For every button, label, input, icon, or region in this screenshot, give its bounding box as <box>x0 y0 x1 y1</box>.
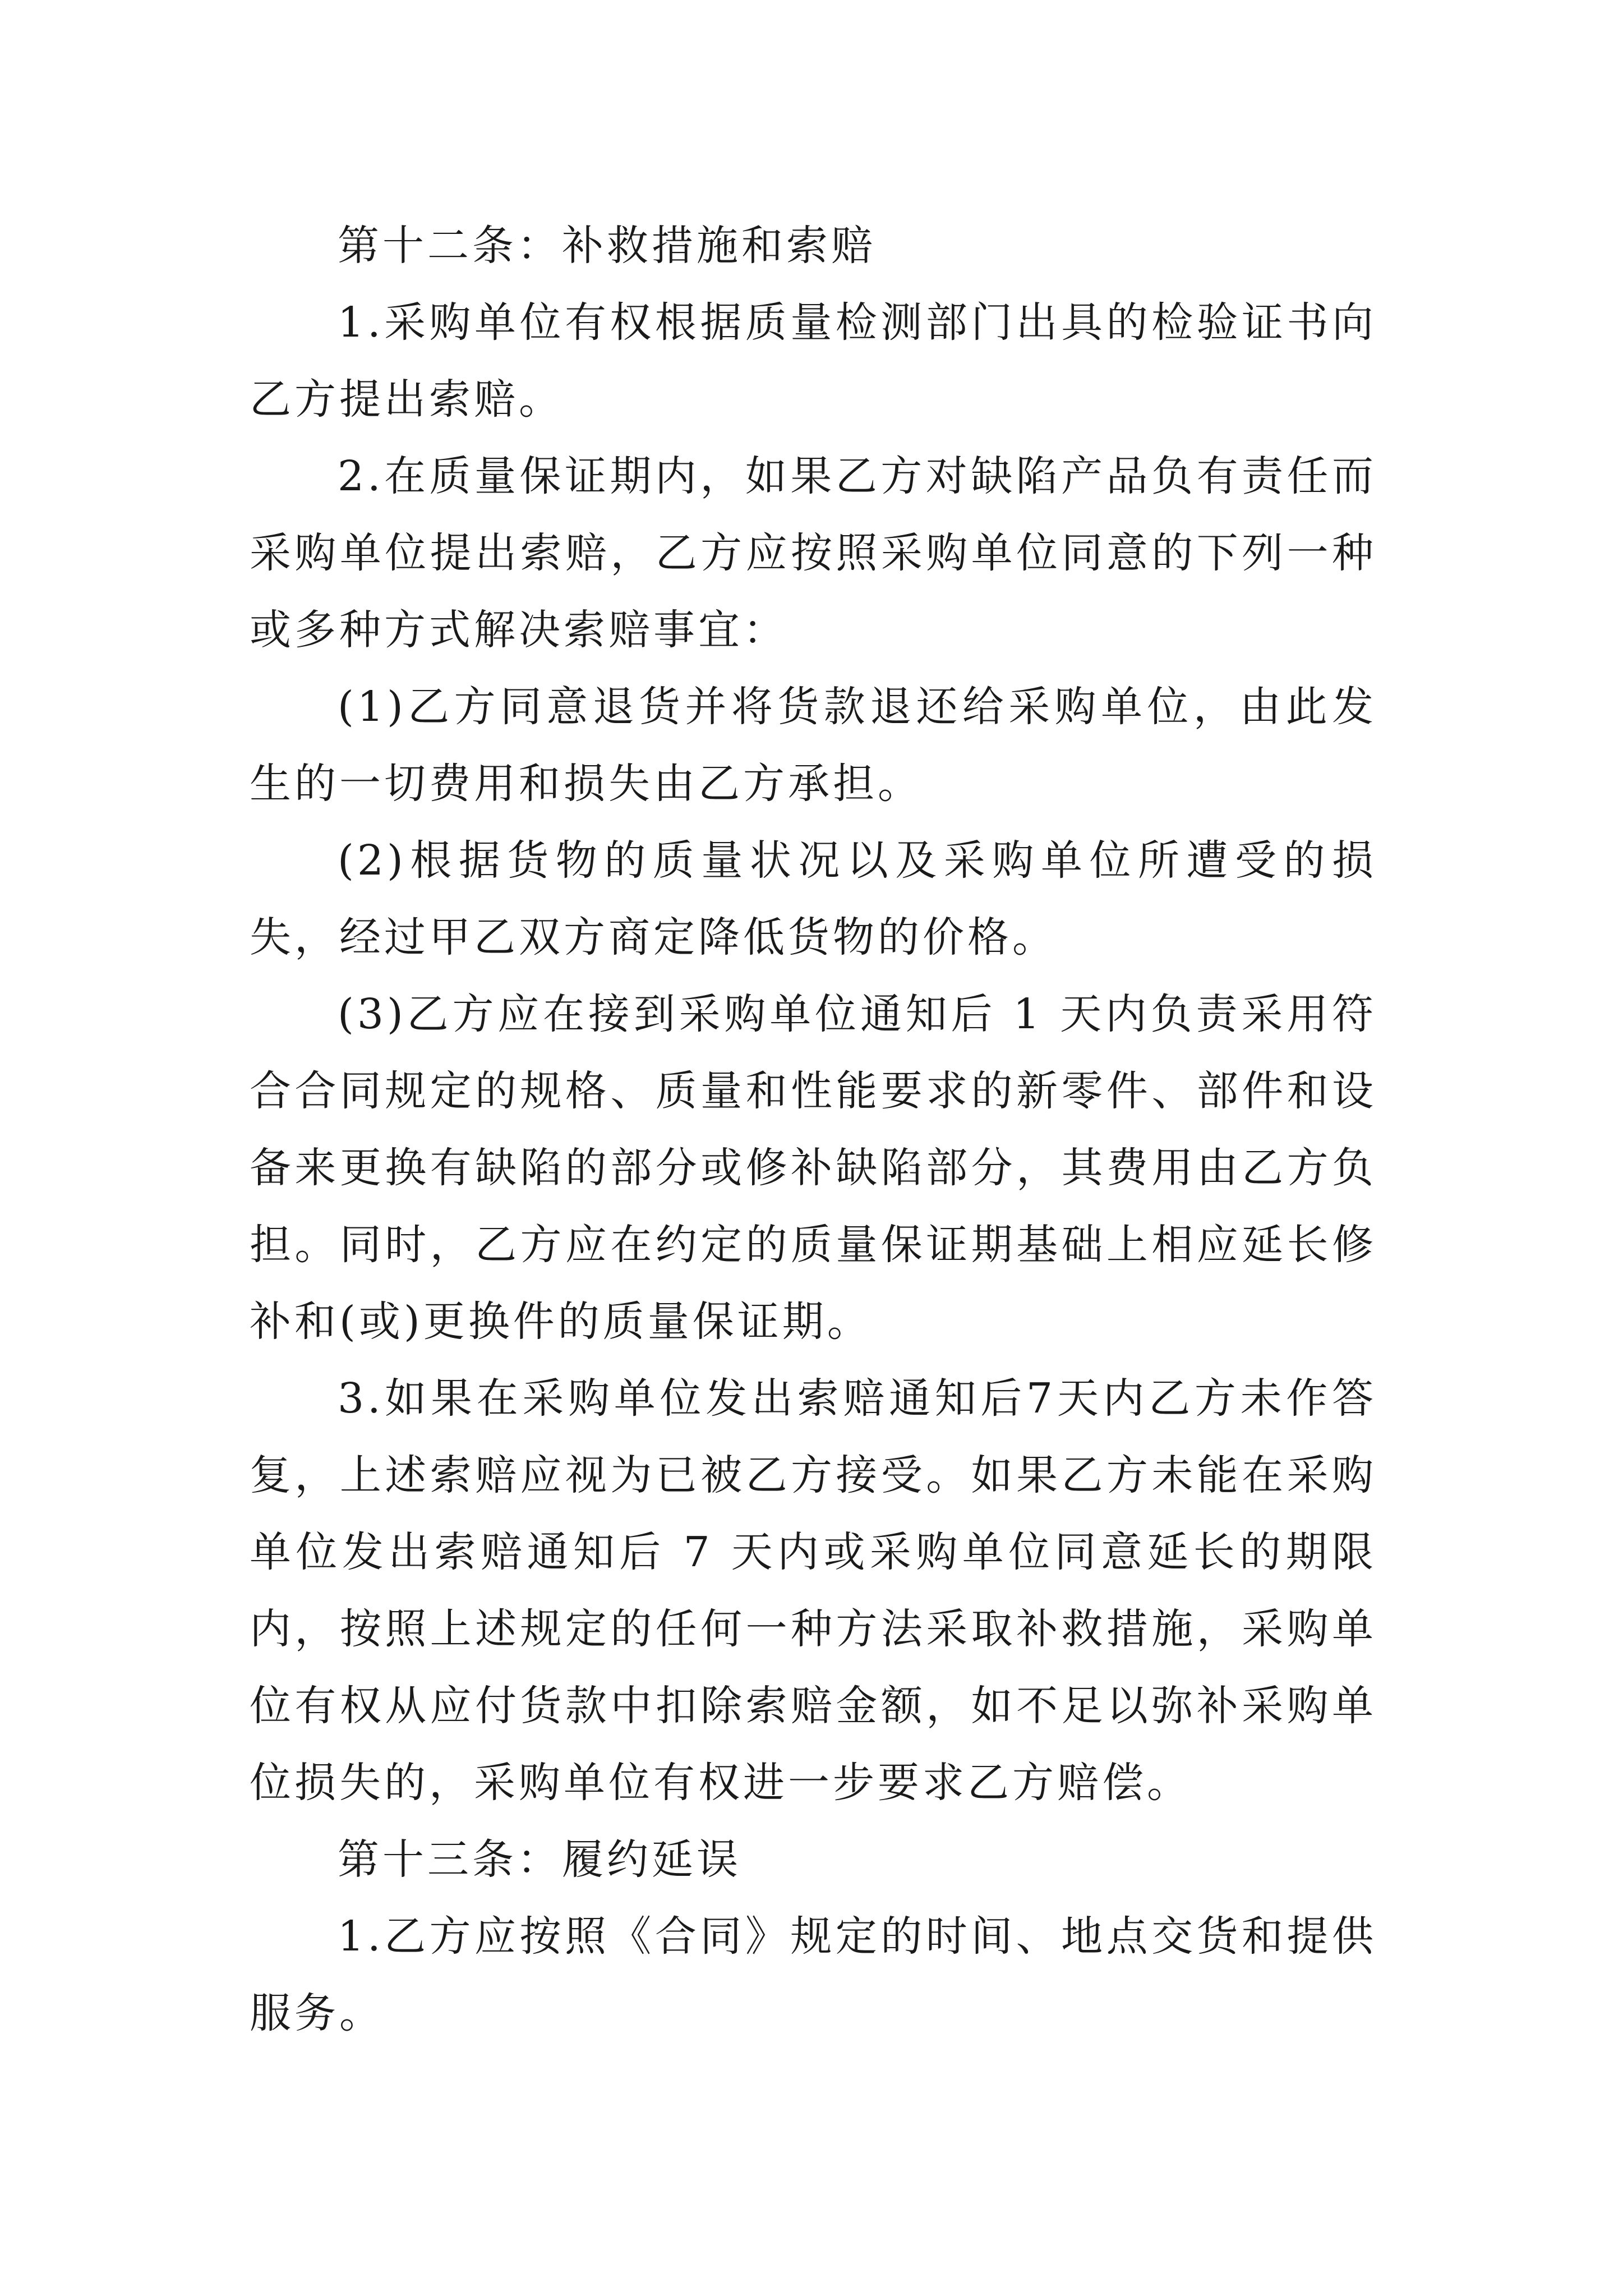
clause-13-1: 1.乙方应按照《合同》规定的时间、地点交货和提供服务。 <box>250 1912 1377 2037</box>
clause-12-2-option-3: (3)乙方应在接到采购单位通知后 1 天内负责采用符合合同规定的规格、质量和性能要求的新零件、部件和设备来更换有缺陷的部分或修补缺陷部分，其费用由乙方负担。同时，乙方应在约定的质量保证期基础上相应延长修补和(或)更换件的质量保证期。 <box>250 990 1377 1346</box>
document-body <box>250 208 1377 2052</box>
clause-12-3: 3.如果在采购单位发出索赔通知后7天内乙方未作答复，上述索赔应视为已被乙方接受。如果乙方未能在采购单位发出索赔通知后 7 天内或采购单位同意延长的期限内，按照上述规定的任何一种方法采取补救措施，采购单位有权从应付货款中扣除索赔金额，如不足以弥补采购单位损失的，采购单位有权进一步要求乙方赔偿。 <box>250 1374 1377 1807</box>
article-13-heading: 第十三条：履约延误 <box>338 1835 741 1884</box>
clause-12-2: 2.在质量保证期内，如果乙方对缺陷产品负有责任而采购单位提出索赔，乙方应按照采购单位同意的下列一种或多种方式解决索赔事宜： <box>250 452 1377 654</box>
clause-12-1: 1.采购单位有权根据质量检测部门出具的检验证书向乙方提出索赔。 <box>250 298 1377 424</box>
article-12-heading: 第十二条：补救措施和索赔 <box>338 222 876 270</box>
clause-12-2-option-1: (1)乙方同意退货并将货款退还给采购单位，由此发生的一切费用和损失由乙方承担。 <box>250 683 1377 808</box>
clause-12-2-option-2: (2)根据货物的质量状况以及采购单位所遭受的损失，经过甲乙双方商定降低货物的价格。 <box>250 836 1377 961</box>
